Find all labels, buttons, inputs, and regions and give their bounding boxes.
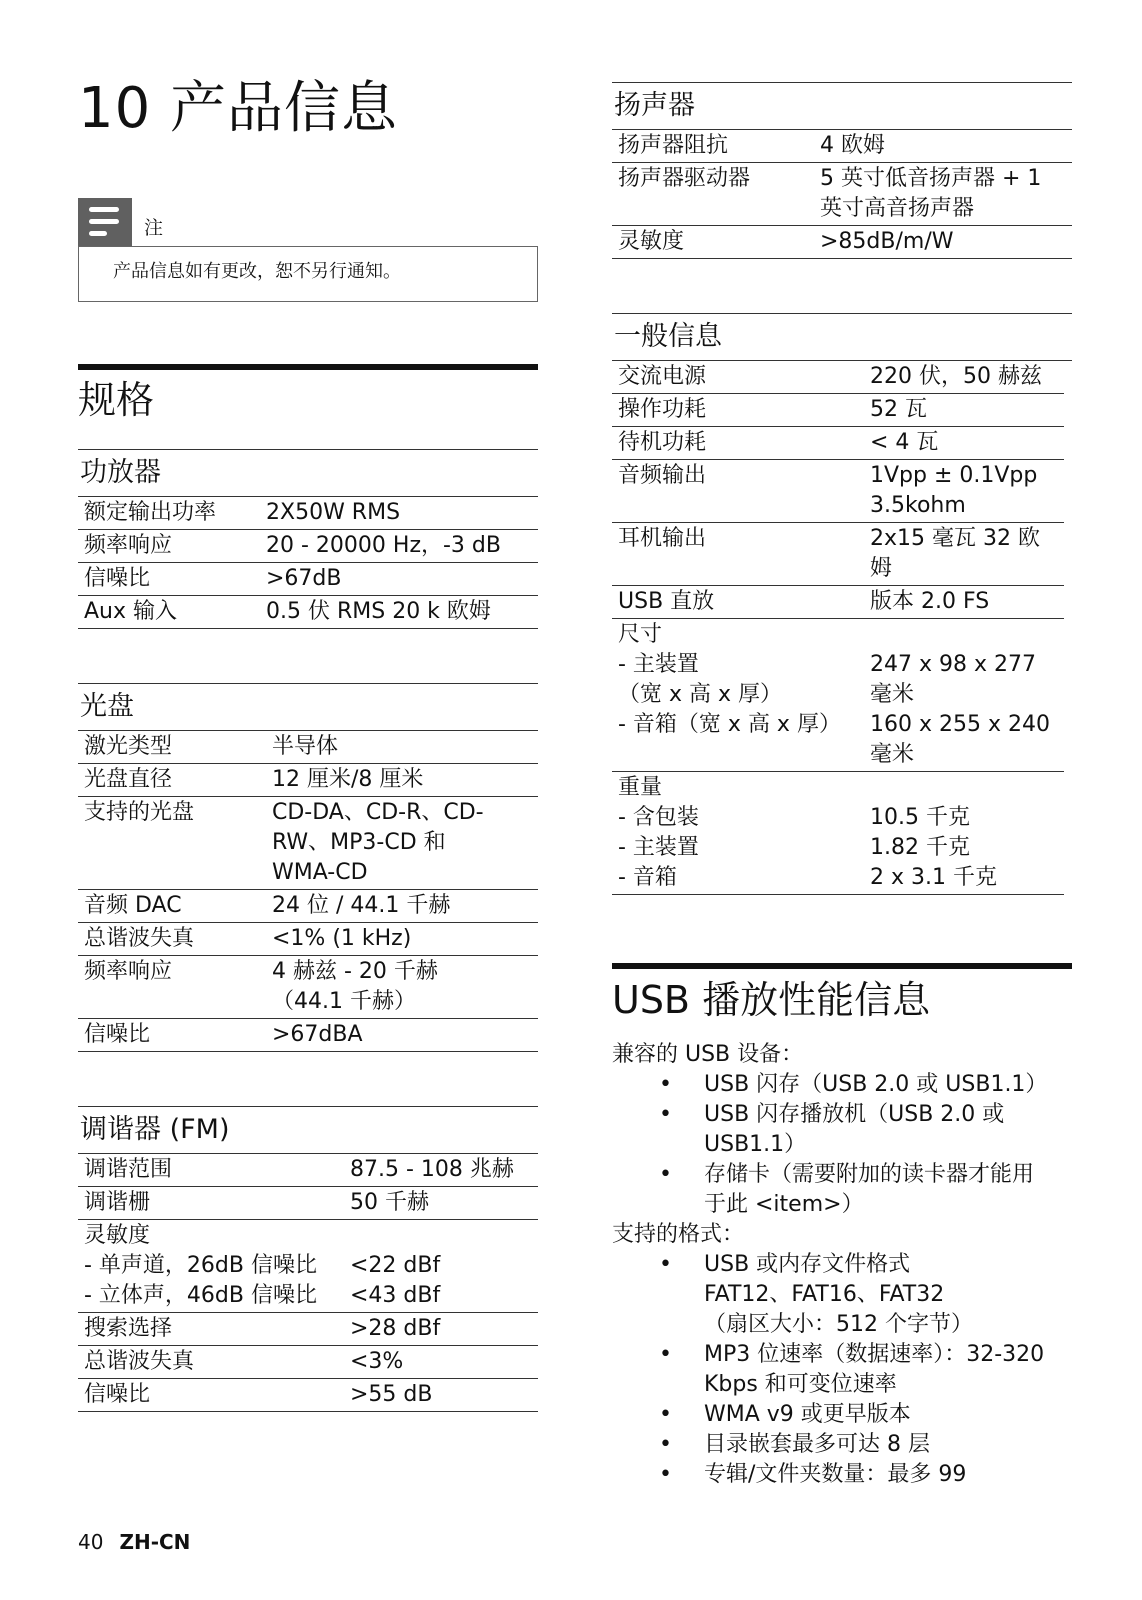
spec-key: 灵敏度 - 单声道，26dB 信噪比 - 立体声，46dB 信噪比 (78, 1219, 344, 1312)
spec-key: 操作功耗 (612, 394, 864, 427)
spec-value: 半导体 (266, 731, 538, 764)
spec-value: 5 英寸低音扬声器 + 1 英寸高音扬声器 (814, 163, 1072, 226)
spec-value: >67dB (260, 562, 538, 595)
spec-value: 247 x 98 x 277 毫米 160 x 255 x 240 毫米 (864, 619, 1064, 772)
spec-value: >28 dBf (344, 1312, 538, 1345)
spec-value: 24 位 / 44.1 千赫 (266, 889, 538, 922)
spec-row (78, 922, 538, 955)
spec-row (78, 1312, 538, 1345)
spec-key: 耳机输出 (612, 523, 864, 586)
chapter-title: 10 产品信息 (78, 76, 399, 141)
tuner-table (78, 1154, 538, 1412)
spec-row (612, 772, 1064, 895)
spec-row (78, 562, 538, 595)
spec-value: 50 千赫 (344, 1186, 538, 1219)
language-code: ZH-CN (119, 1530, 191, 1554)
spec-value: <1% (1 kHz) (266, 922, 538, 955)
general-title: 一般信息 (612, 313, 1072, 361)
spec-key: 待机功耗 (612, 427, 864, 460)
spec-value: >85dB/m/W (814, 226, 1072, 259)
spec-key: 频率响应 (78, 529, 260, 562)
spec-value: >67dBA (266, 1018, 538, 1051)
spec-row (612, 460, 1064, 523)
spec-row (612, 163, 1072, 226)
spec-key: 重量 - 含包装 - 主装置 - 音箱 (612, 772, 864, 895)
tuner-title: 调谐器 (FM) (78, 1106, 538, 1154)
note-header (78, 198, 538, 246)
spec-value: 220 伏，50 赫兹 (864, 361, 1064, 394)
spec-value: 2x15 毫瓦 32 欧姆 (864, 523, 1064, 586)
spec-value: 2X50W RMS (260, 497, 538, 530)
spec-key: USB 直放 (612, 586, 864, 619)
spec-value: 87.5 - 108 兆赫 (344, 1154, 538, 1187)
spec-row (78, 1219, 538, 1312)
page-number: 40 (78, 1530, 104, 1554)
specs-title: 规格 (78, 364, 538, 425)
spec-row (612, 394, 1064, 427)
spec-value: CD-DA、CD-R、CD- RW、MP3-CD 和 WMA-CD (266, 796, 538, 889)
general-table (612, 361, 1064, 895)
speaker-table (612, 130, 1072, 259)
spec-row (78, 763, 538, 796)
spec-value: < 4 瓦 (864, 427, 1064, 460)
spec-key: 尺寸 - 主装置 （宽 x 高 x 厚） - 音箱（宽 x 高 x 厚） (612, 619, 864, 772)
list-item: • 存储卡（需要附加的读卡器才能用 于此 <item>） (704, 1160, 1072, 1220)
spec-key: 调谐栅 (78, 1186, 344, 1219)
spec-value: 版本 2.0 FS (864, 586, 1064, 619)
spec-row (78, 1154, 538, 1187)
spec-row (612, 226, 1072, 259)
spec-value: 20 - 20000 Hz，-3 dB (260, 529, 538, 562)
spec-key: 额定输出功率 (78, 497, 260, 530)
list-item: • WMA v9 或更早版本 (704, 1400, 1072, 1430)
spec-key: 搜索选择 (78, 1312, 344, 1345)
spec-value: 0.5 伏 RMS 20 k 欧姆 (260, 595, 538, 628)
spec-row (612, 619, 1064, 772)
compatible-label: 兼容的 USB 设备： (612, 1042, 804, 1068)
spec-row (78, 595, 538, 628)
spec-row (78, 889, 538, 922)
spec-value: >55 dB (344, 1378, 538, 1411)
spec-row (78, 529, 538, 562)
amplifier-table (78, 497, 538, 629)
spec-key: 扬声器阻抗 (612, 130, 814, 163)
spec-row (78, 1378, 538, 1411)
spec-key: 总谐波失真 (78, 922, 266, 955)
page-footer (78, 1530, 190, 1554)
spec-key: 信噪比 (78, 1018, 266, 1051)
spec-key: 扬声器驱动器 (612, 163, 814, 226)
spec-value: 4 欧姆 (814, 130, 1072, 163)
list-item: • MP3 位速率（数据速率）：32-320 Kbps 和可变位速率 (704, 1340, 1072, 1400)
formats-list (612, 1250, 1072, 1490)
right-column (612, 82, 1072, 1490)
list-item: • USB 闪存播放机（USB 2.0 或 USB1.1） (704, 1100, 1072, 1160)
spec-key: 信噪比 (78, 562, 260, 595)
spec-value: <22 dBf <43 dBf (344, 1219, 538, 1312)
note-box (78, 198, 538, 302)
spec-row (612, 586, 1064, 619)
spec-row (612, 427, 1064, 460)
disc-title: 光盘 (78, 683, 538, 731)
amplifier-title: 功放器 (78, 449, 538, 497)
spec-key: 支持的光盘 (78, 796, 266, 889)
spec-key: 激光类型 (78, 731, 266, 764)
spec-row (78, 731, 538, 764)
formats-label: 支持的格式： (612, 1222, 745, 1248)
note-text: 产品信息如有更改，恕不另行通知。 (78, 246, 538, 302)
spec-key: 灵敏度 (612, 226, 814, 259)
spec-row (78, 1345, 538, 1378)
list-item: • 专辑/文件夹数量：最多 99 (704, 1460, 1072, 1490)
compatible-list (612, 1070, 1072, 1220)
spec-row (612, 361, 1064, 394)
spec-value: 12 厘米/8 厘米 (266, 763, 538, 796)
speaker-title: 扬声器 (612, 82, 1072, 130)
spec-row (612, 130, 1072, 163)
list-item: • USB 或内存文件格式 FAT12、FAT16、FAT32 （扇区大小：512 个字节） (704, 1250, 1072, 1340)
spec-row (78, 1018, 538, 1051)
list-item: • USB 闪存（USB 2.0 或 USB1.1） (704, 1070, 1072, 1100)
note-icon (78, 198, 132, 246)
spec-key: 交流电源 (612, 361, 864, 394)
spec-row (78, 1186, 538, 1219)
usb-title: USB 播放性能信息 (612, 963, 1072, 1026)
disc-table (78, 731, 538, 1052)
list-item: • 目录嵌套最多可达 8 层 (704, 1430, 1072, 1460)
spec-value: 4 赫兹 - 20 千赫 （44.1 千赫） (266, 955, 538, 1018)
usb-info (612, 1040, 1072, 1490)
spec-key: 频率响应 (78, 955, 266, 1018)
spec-key: Aux 输入 (78, 595, 260, 628)
spec-key: 音频 DAC (78, 889, 266, 922)
spec-value: <3% (344, 1345, 538, 1378)
spec-row (78, 796, 538, 889)
spec-key: 信噪比 (78, 1378, 344, 1411)
spec-row (78, 497, 538, 530)
spec-value: 52 瓦 (864, 394, 1064, 427)
spec-row (78, 955, 538, 1018)
note-label: 注 (144, 216, 164, 239)
spec-key: 光盘直径 (78, 763, 266, 796)
spec-key: 总谐波失真 (78, 1345, 344, 1378)
spec-key: 调谐范围 (78, 1154, 344, 1187)
spec-row (612, 523, 1064, 586)
spec-value: 10.5 千克 1.82 千克 2 x 3.1 千克 (864, 772, 1064, 895)
spec-value: 1Vpp ± 0.1Vpp 3.5kohm (864, 460, 1064, 523)
spec-key: 音频输出 (612, 460, 864, 523)
left-column (78, 78, 538, 1412)
